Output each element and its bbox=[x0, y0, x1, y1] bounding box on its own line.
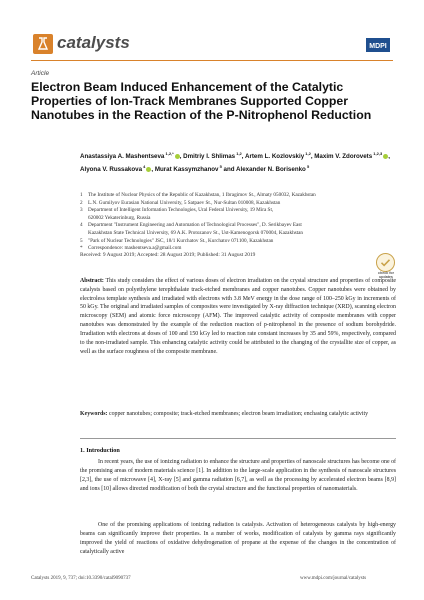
author-affiliation-marker: 5 bbox=[218, 164, 222, 170]
footer-url[interactable]: www.mdpi.com/journal/catalysts bbox=[300, 576, 367, 581]
affiliation-number: 3 bbox=[80, 207, 83, 214]
publication-dates: Received: 9 August 2019; Accepted: 28 August 2019; Published: 31 August 2019 bbox=[80, 252, 256, 258]
abstract-text: This study considers the effect of various doses of electron irradiation on the crystal structure and properties of composite catalysts based on polyethylene terephthalate track-etched membranes and copper nanotubes. Copper nanotubes were obtained by electroless template synthesis and irradiated with electrons with 3.8 MeV energy in the dose range of 100–250 kGy in increments of 50 kGy. The original and irradiated samples of composites were investigated by X-ray diffraction technique (XRD), scanning electron microscopy (SEM) and atomic force microscopy (AFM). The improved catalytic activity of composite membranes with copper nanotubes was demonstrated by the example of the reduction reaction of p-nitrophenol in the presence of sodium borohydride. Irradiation with electrons at doses of 100 and 150 kGy led to reaction rate constant increases by 35 and 59%, respectively, compared to the non-irradiated sample. This enhancing catalytic activity could be attributed to the changing of the crystallite size of copper, as well as the surface roughness of the composite membrane. bbox=[80, 278, 396, 355]
affiliation-number: 1 bbox=[80, 192, 83, 198]
abstract-label: Abstract: bbox=[80, 278, 104, 284]
section-rule bbox=[80, 438, 396, 439]
affiliation-item bbox=[80, 192, 396, 200]
affiliation-text bbox=[88, 222, 303, 237]
affiliations bbox=[80, 192, 396, 253]
affiliation-number: 2 bbox=[80, 199, 83, 206]
affiliation-number: * bbox=[80, 245, 83, 252]
keywords-label: Keywords: bbox=[80, 411, 108, 417]
abstract bbox=[80, 277, 396, 356]
orcid-icon[interactable] bbox=[146, 167, 151, 172]
author-name: Alyona V. Russakova bbox=[80, 166, 143, 174]
author-affiliation-marker: 5 bbox=[305, 164, 310, 170]
affiliation-line: The Institute of Nuclear Physics of the Republic of Kazakhstan, 1 Ibragimov St., Almaty 050032, Kazakhstan bbox=[88, 192, 316, 198]
intro-paragraph-1: In recent years, the use of ionizing radiation to enhance the structure and properties of nanoscale structures has become one of the promising areas of modern materials science [1]. In addition to the large-scale application in the synthesis of nanoscale structures [2,3], the use of microwave [4], X-ray [5] and gamma radiation [6,7], as well as the processing by accelerated electron beams [8,9] and ions [10] allows directed modification of both the crystal structure and the functional properties of nanomaterials. bbox=[80, 459, 396, 492]
keywords-text: copper nanotubes; composite; track-etched membranes; electron beam irradiation; enchasing catalytic activity bbox=[108, 411, 369, 417]
affiliation-text bbox=[88, 207, 273, 222]
author-name: Alexander N. Borisenko bbox=[236, 166, 306, 174]
orcid-icon[interactable] bbox=[383, 154, 388, 159]
author-affiliation-marker: 1,2 bbox=[304, 151, 311, 156]
affiliation-line: Correspondence: mashentseva.a@gmail.com bbox=[88, 245, 182, 252]
intro-paragraph-2: One of the promising applications of ionizing radiation is catalysis. Activation of heterogeneous catalysts by high-energy beams can significantly improve their properties. In a number of works, modification of catalysts by gamma rays significantly improved the yield of reactions of oxidative dehydrogenation of propane at the expense of the changes in the concentration of catalytically active bbox=[80, 522, 396, 555]
affiliation-line: 620002 Yekaterinburg, Russia bbox=[88, 214, 151, 221]
affiliation-line: L.N. Gumilyov Eurasian National University, 5 Satpaev St., Nur-Sultan 010008, Kazakhstan bbox=[88, 199, 281, 206]
author-name: Artem L. Kozlovskiy bbox=[245, 153, 305, 161]
affiliation-item bbox=[80, 222, 396, 237]
section-heading: 1. Introduction bbox=[80, 447, 120, 454]
article-type: Article bbox=[31, 70, 50, 77]
author-name: Dmitriy I. Shlimas bbox=[183, 153, 236, 161]
mdpi-label: MDPI bbox=[369, 43, 387, 50]
mdpi-logo-icon bbox=[366, 38, 390, 52]
paper-title: Electron Beam Induced Enhancement of the Catalytic Properties of Ion-Track Membranes Supported Copper Nanotubes in the Reaction of the P-Nitrophenol Reduction bbox=[31, 80, 372, 122]
author-name: Murat Kassymzhanov bbox=[154, 166, 219, 174]
affiliation-line: Department of Intelligent Information Technologies, Ural Federal University, 19 Mira St, bbox=[88, 207, 274, 214]
affiliation-text bbox=[88, 192, 316, 200]
author-name: Maxim V. Zdorovets bbox=[314, 153, 373, 161]
orcid-icon[interactable] bbox=[175, 154, 180, 159]
journal-logo-icon bbox=[33, 34, 53, 54]
author-affiliation-marker: 4 bbox=[142, 164, 146, 170]
affiliation-line: Kazakhstan State Technical University, 69 A.K. Protozanov St., Ust-Kamenogorsk 070004, Kazakhstan bbox=[88, 229, 304, 236]
header-rule bbox=[31, 60, 393, 61]
check-updates-label[interactable]: check for updates bbox=[378, 271, 394, 279]
author-affiliation-marker: 1,2,* bbox=[164, 151, 174, 156]
affiliation-item bbox=[80, 238, 396, 246]
author-affiliation-marker: 1,2 bbox=[235, 151, 242, 156]
footer-citation: Catalysts 2019, 9, 737; doi:10.3390/catal9090737 bbox=[31, 576, 131, 581]
author-name: Anastassiya A. Mashentseva bbox=[80, 153, 165, 161]
journal-name: catalysts bbox=[57, 33, 130, 52]
check-updates-icon[interactable] bbox=[376, 253, 395, 272]
author-affiliation-marker: 1,2,3 bbox=[372, 151, 383, 156]
affiliation-line: "Park of Nuclear Technologies" JSC, 18/1 Kurchatov St., Kurchatov 071100, Kazakhstan bbox=[88, 237, 274, 244]
affiliation-number: 4 bbox=[80, 222, 83, 229]
affiliation-line: Department "Instrument Engineering and Automation of Technological Processes", D. Serikbayev East bbox=[88, 222, 302, 229]
affiliation-number: 5 bbox=[80, 237, 83, 244]
affiliation-text bbox=[88, 238, 273, 246]
affiliation-item bbox=[80, 207, 396, 222]
author-list: Anastassiya A. Mashentseva $^{1,2,*}$ , Dmitriy I. Shlimas $^{1,2}$, Artem L. Kozlovskiy $^{1,2}$, Maxim V. Zdorovets $^{1,2,3}$ , Alyona V. Russakova $^4$ , Murat Kassymzhanov $^5$ and Alexander N. Borisenko $^5$ bbox=[80, 151, 390, 174]
keywords bbox=[80, 410, 396, 419]
